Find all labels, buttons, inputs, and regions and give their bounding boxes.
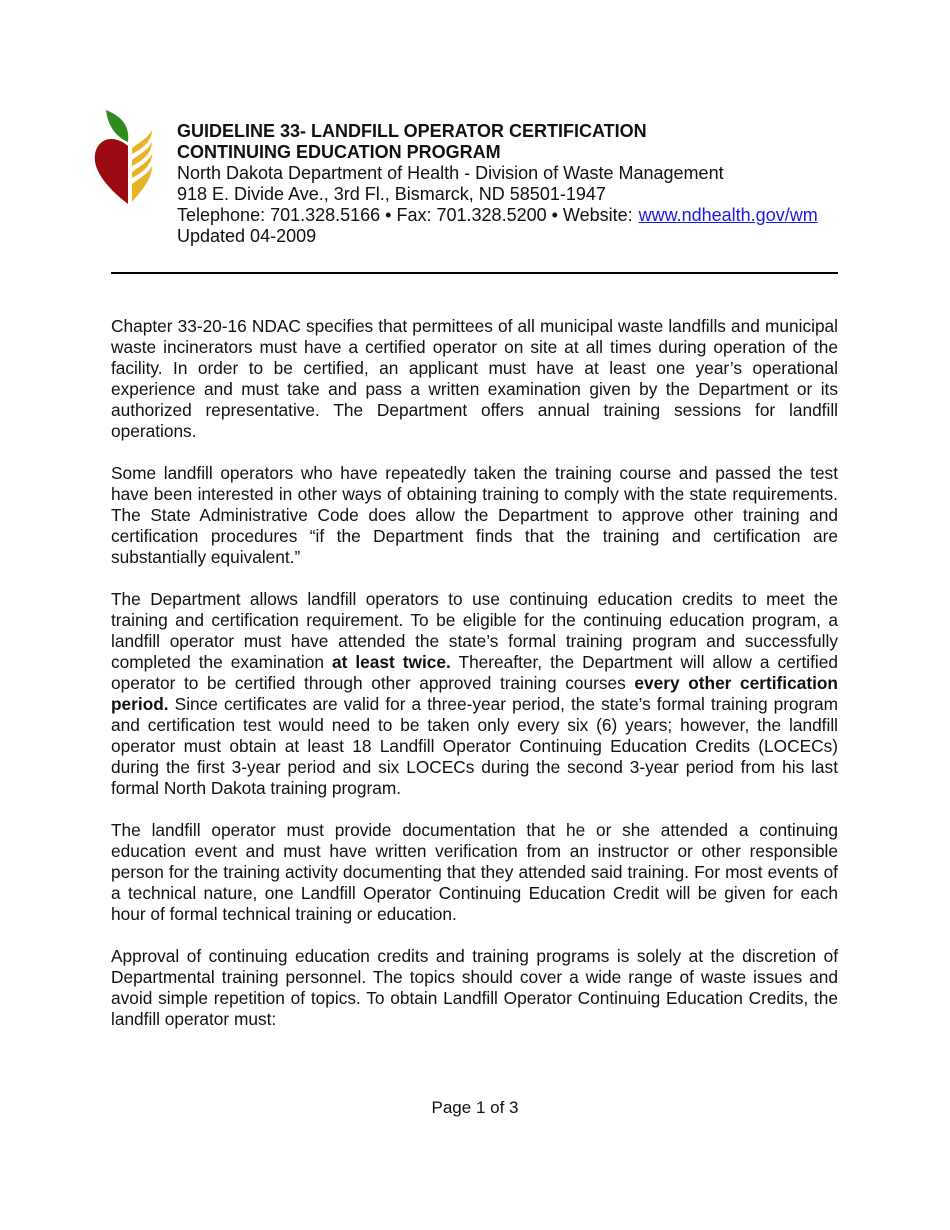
updated-date: Updated 04-2009 xyxy=(177,226,317,246)
header-divider xyxy=(111,272,838,274)
paragraph-3 xyxy=(111,589,838,799)
paragraph-4: The landfill operator must provide documentation that he or she attended a continuing education event and must have written verification from an instructor or other responsible person for the training activity documenting that they attended said training. For most events of a technical nature, one Landfill Operator Continuing Education Credit will be given for each hour of formal technical training or education. xyxy=(111,820,838,924)
emphasis-at-least-twice: at least twice. xyxy=(332,652,451,672)
contact-line xyxy=(177,205,877,226)
page-number: Page 1 of 3 xyxy=(431,1098,519,1117)
contact-phone-fax: Telephone: 701.328.5166 • Fax: 701.328.5200 • Website: xyxy=(177,205,633,225)
organization-name: North Dakota Department of Health - Division of Waste Management xyxy=(177,163,724,183)
nd-health-logo-icon xyxy=(92,108,154,206)
emphasis-every-other-period: every other certification period. xyxy=(111,673,838,714)
document-body xyxy=(111,316,838,1051)
paragraph-1: Chapter 33-20-16 NDAC specifies that permittees of all municipal waste landfills and municipal waste incinerators must have a certified operator on site at all times during operation of the facility. In order to be certified, an applicant must have at least one year’s operational experience and must take and pass a written examination given by the Department or its authorized representative. The Department offers annual training sessions for landfill operations. xyxy=(111,316,838,441)
paragraph-5: Approval of continuing education credits and training programs is solely at the discretion of Departmental training personnel. The topics should cover a wide range of waste issues and avoid simple repetition of topics. To obtain Landfill Operator Continuing Education Credits, the landfill operator must: xyxy=(111,946,838,1029)
organization-address: 918 E. Divide Ave., 3rd Fl., Bismarck, ND 58501-1947 xyxy=(177,184,606,204)
paragraph-2: Some landfill operators who have repeatedly taken the training course and passed the test have been interested in other ways of obtaining training to comply with the state requirements. The State Administrative Code does allow the Department to approve other training and certification procedures “if the Department finds that the training and certification are substantially equivalent.” xyxy=(111,463,838,567)
paragraph-3-text-a: The Department allows landfill operators to use continuing education credits to meet the training and certification requirement. To be eligible for the continuing education program, a landfill operator must have attended the state’s formal training program and successfully completed the examination xyxy=(111,589,838,672)
paragraph-3-text-e: Since certificates are valid for a three-year period, the state’s formal training program and certification test would need to be taken only every six (6) years; however, the landfill operator must obtain at least 18 Landfill Operator Continuing Education Credits (LOCECs) during the first 3-year period and six LOCECs during the second 3-year period from his last formal North Dakota training program. xyxy=(111,694,838,798)
document-title-line1: GUIDELINE 33- LANDFILL OPERATOR CERTIFICATION xyxy=(177,121,647,141)
document-title-line2: CONTINUING EDUCATION PROGRAM xyxy=(177,142,501,162)
website-link[interactable]: www.ndhealth.gov/wm xyxy=(638,205,818,225)
document-header xyxy=(177,121,877,247)
paragraph-3-text-c: Thereafter, the Department will allow a certified operator to be certified through other approved training courses xyxy=(111,652,838,693)
